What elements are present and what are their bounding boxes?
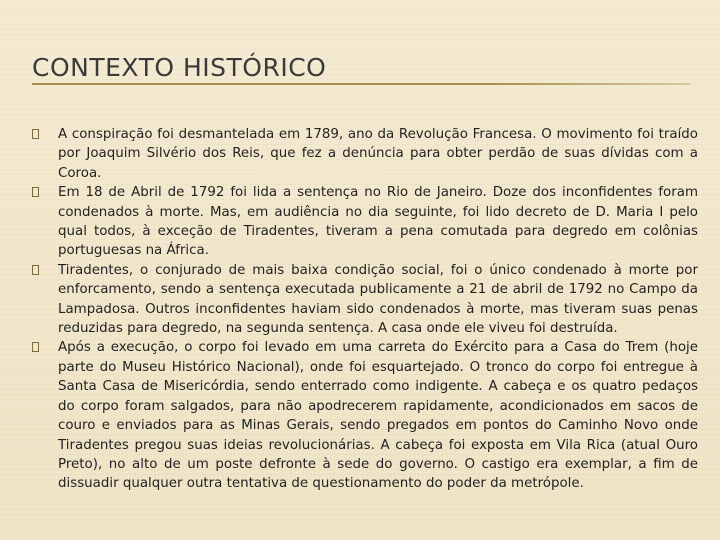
bullet-text: Tiradentes, o conjurado de mais baixa condição social, foi o único condenado à morte por enforcamento, sendo a sentença executada publicamente a 21 de abril de 1792 no Campo da Lampadosa. Outros inconfidentes haviam sido condenados à morte, mas tiveram suas penas reduzidas para degredo, na segunda sentença. A casa onde ele viveu foi destruída. [58, 262, 698, 337]
bullet-item [32, 125, 698, 183]
bullet-item [32, 261, 698, 339]
bullet-item [32, 338, 698, 493]
bullet-box-icon [32, 187, 39, 197]
bullet-item [32, 183, 698, 261]
bullet-text: Em 18 de Abril de 1792 foi lida a sentença no Rio de Janeiro. Doze dos inconfidentes foram condenados à morte. Mas, em audiência no dia seguinte, foi lido decreto de D. Maria I pelo qual todos, à exceção de Tiradentes, tiveram a pena comutada para degredo em colônias portuguesas na África. [58, 185, 698, 259]
slide-title: CONTEXTO HISTÓRICO [32, 53, 327, 82]
bullet-box-icon [32, 265, 39, 275]
title-underline [32, 83, 690, 85]
bullet-text: A conspiração foi desmantelada em 1789, ano da Revolução Francesa. O movimento foi traído por Joaquim Silvério dos Reis, que fez a denúncia para obter perdão de suas dívidas com a Coroa. [58, 127, 698, 181]
bullet-box-icon [32, 342, 39, 352]
bullet-list [32, 125, 698, 494]
bullet-text: Após a execução, o corpo foi levado em uma carreta do Exército para a Casa do Trem (hoje parte do Museu Histórico Nacional), onde foi esquartejado. O tronco do corpo foi entregue à Santa Casa de Misericórdia, sendo enterrado como indigente. A cabeça e os quatro pedaços do corpo foram salgados, para não apodrecerem rapidamente, acondicionados em sacos de couro e enviados para as Minas Gerais, sendo pregados em pontos do Caminho Novo onde Tiradentes pregou suas ideias revolucionárias. A cabeça foi exposta em Vila Rica (atual Ouro Preto), no alto de um poste defronte à sede do governo. O castigo era exemplar, a fim de dissuadir qualquer outra tentativa de questionamento do poder da metrópole. [58, 340, 698, 492]
bullet-box-icon [32, 129, 39, 139]
